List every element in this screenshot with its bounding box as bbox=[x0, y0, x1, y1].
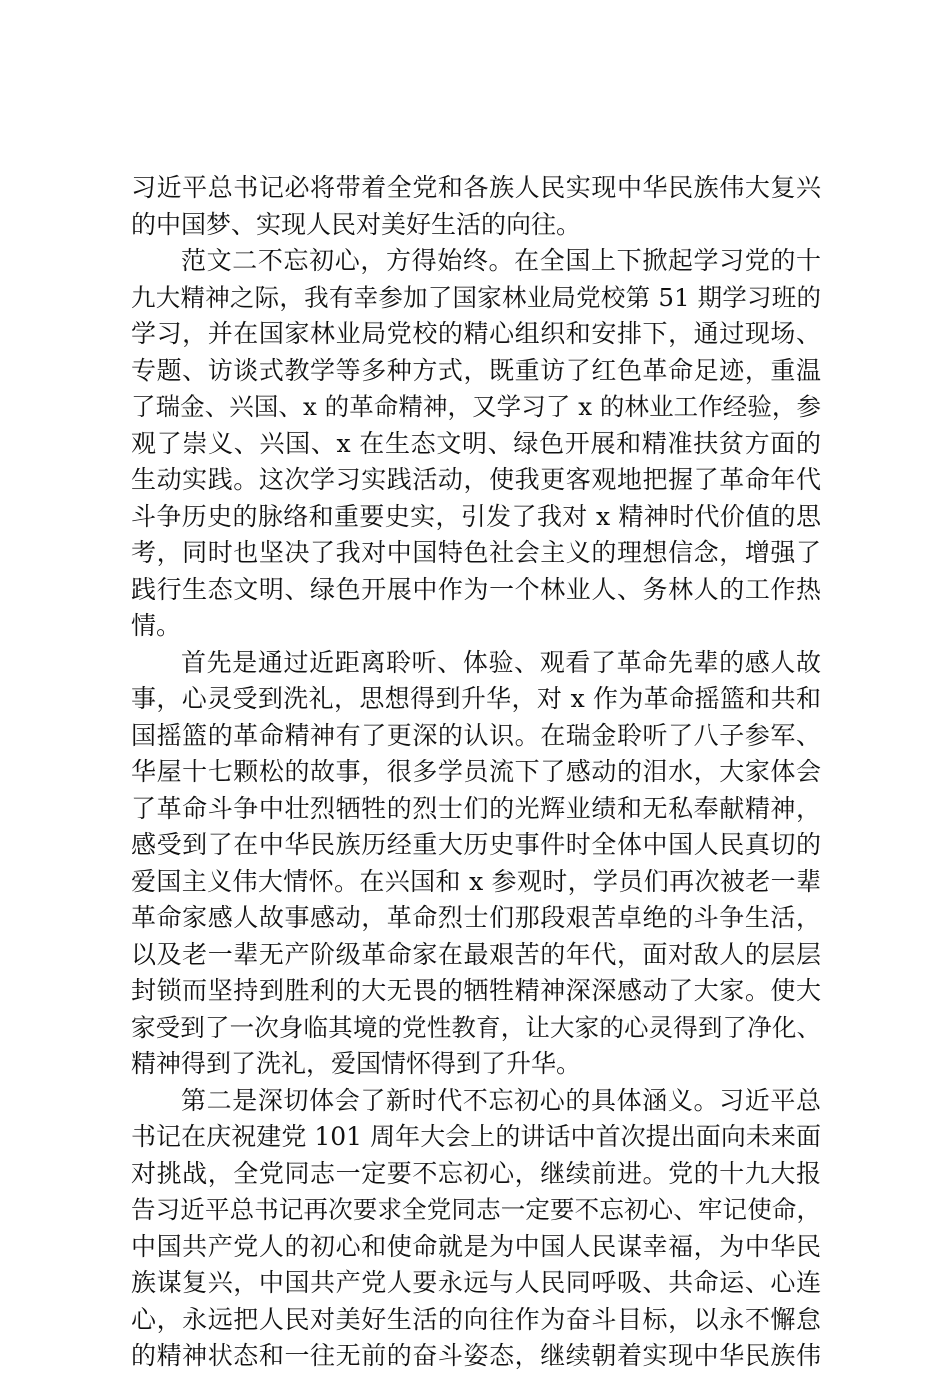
text-line: 首先是通过近距离聆听、体验、观看了革命先辈的感人故 bbox=[181, 647, 821, 677]
text-line: 学习，并在国家林业局党校的精心组织和安排下，通过现场、 bbox=[131, 319, 821, 348]
text-line: 专题、访谈式教学等多种方式，既重访了红色革命足迹，重温 bbox=[131, 355, 821, 385]
text-line: 的中国梦、实现人民对美好生活的向往。 bbox=[131, 209, 582, 239]
text-line: 斗争历史的脉络和重要史实，引发了我对 x 精神时代价值的思 bbox=[131, 501, 821, 531]
text-line: 习近平总书记必将带着全党和各族人民实现中华民族伟大复兴 bbox=[131, 173, 821, 202]
text-line: 国摇篮的革命精神有了更深的认识。在瑞金聆听了八子参军、 bbox=[131, 720, 821, 750]
text-line: 考，同时也坚决了我对中国特色社会主义的理想信念，增强了 bbox=[131, 538, 821, 567]
document-body bbox=[131, 170, 821, 1375]
text-line: 以及老一辈无产阶级革命家在最艰苦的年代，面对敌人的层层 bbox=[131, 939, 821, 969]
text-line: 中国共产党人的初心和使命就是为中国人民谋幸福，为中华民 bbox=[131, 1231, 821, 1261]
text-line: 的精神状态和一往无前的奋斗姿态，继续朝着实现中华民族伟 bbox=[131, 1341, 821, 1370]
text-line: 精神得到了洗礼，爱国情怀得到了升华。 bbox=[131, 1049, 582, 1078]
text-line: 华屋十七颗松的故事，很多学员流下了感动的泪水，大家体会 bbox=[131, 757, 821, 786]
text-line: 封锁而坚持到胜利的大无畏的牺牲精神深深感动了大家。使大 bbox=[131, 976, 821, 1005]
text-line: 心，永远把人民对美好生活的向往作为奋斗目标，以永不懈怠 bbox=[131, 1304, 821, 1334]
text-line: 告习近平总书记再次要求全党同志一定要不忘初心、牢记使命， bbox=[131, 1195, 821, 1224]
text-line: 九大精神之际，我有幸参加了国家林业局党校第 51 期学习班的 bbox=[131, 282, 821, 312]
text-line: 感受到了在中华民族历经重大历史事件时全体中国人民真切的 bbox=[131, 830, 821, 859]
text-line: 范文二不忘初心，方得始终。在全国上下掀起学习党的十 bbox=[181, 246, 821, 275]
text-line: 了革命斗争中壮烈牺牲的烈士们的光辉业绩和无私奉献精神， bbox=[131, 793, 821, 823]
text-line: 践行生态文明、绿色开展中作为一个林业人、务林人的工作热 bbox=[131, 574, 821, 604]
text-line: 书记在庆祝建党 101 周年大会上的讲话中首次提出面向未来面 bbox=[131, 1122, 821, 1151]
text-line: 第二是深切体会了新时代不忘初心的具体涵义。习近平总 bbox=[181, 1085, 821, 1115]
text-line: 爱国主义伟大情怀。在兴国和 x 参观时，学员们再次被老一辈 bbox=[131, 866, 821, 896]
text-line: 对挑战，全党同志一定要不忘初心，继续前进。党的十九大报 bbox=[131, 1158, 821, 1188]
text-line: 革命家感人故事感动，革命烈士们那段艰苦卓绝的斗争生活， bbox=[131, 903, 821, 932]
text-line: 观了崇义、兴国、x 在生态文明、绿色开展和精准扶贫方面的 bbox=[131, 428, 821, 458]
text-line: 了瑞金、兴国、x 的革命精神，又学习了 x 的林业工作经验，参 bbox=[131, 392, 821, 421]
text-line: 情。 bbox=[131, 611, 182, 640]
text-line: 生动实践。这次学习实践活动，使我更客观地把握了革命年代 bbox=[131, 465, 821, 494]
text-line: 家受到了一次身临其境的党性教育，让大家的心灵得到了净化、 bbox=[131, 1012, 821, 1042]
text-line: 事，心灵受到洗礼，思想得到升华，对 x 作为革命摇篮和共和 bbox=[131, 684, 821, 713]
text-line: 族谋复兴，中国共产党人要永远与人民同呼吸、共命运、心连 bbox=[131, 1268, 821, 1297]
